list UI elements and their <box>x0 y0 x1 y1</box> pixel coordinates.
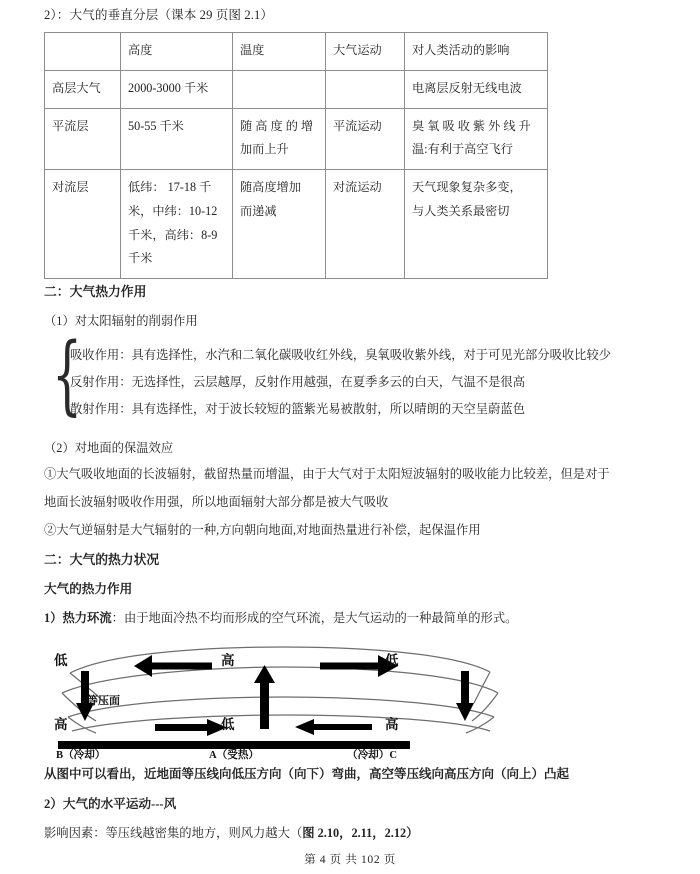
table-header-row <box>45 33 548 71</box>
isobar-surfaces <box>62 647 498 733</box>
layer-name: 对流层 <box>45 170 121 279</box>
item-2-detail <box>44 827 418 839</box>
paragraph-1-line-1: ①大气吸收地面的长波辐射，截留热量而增温，由于大气对于太阳短波辐射的吸收能力比较差，但是对于 <box>44 467 610 481</box>
item-thermal-circulation <box>44 612 517 624</box>
thermal-circulation-diagram <box>52 645 502 761</box>
ground-label-right: （冷却）C <box>347 750 398 761</box>
diagram-label-top-center: 高 <box>221 653 235 668</box>
item-thermal-circulation-text: ：由于地面冷热不均而形成的空气环流，是大气运动的一种最简单的形式。 <box>111 611 518 625</box>
layer-motion: 平流运动 <box>326 108 405 170</box>
subheading-ground-insulation: （2）对地面的保温效应 <box>44 441 174 455</box>
paragraph-1-line-2: 地面长波辐射吸收作用强，所以地面辐射大部分都是被大气吸收 <box>44 495 389 509</box>
brace-group <box>52 325 612 425</box>
ground-label-left: B（冷却） <box>56 750 106 761</box>
layer-impact: 电离层反射无线电波 <box>405 70 548 108</box>
text-line: 加而上升 <box>240 142 289 157</box>
heading-thermal-state: 二：大气的热力状况 <box>44 553 160 567</box>
layer-impact <box>405 108 548 170</box>
layer-motion: 对流运动 <box>326 170 405 279</box>
text-line: 臭 氧 吸 收 紫 外 线 升 <box>412 118 531 133</box>
arrow-bottom-right <box>295 719 372 735</box>
layer-impact <box>405 170 548 279</box>
text-line: 米，中纬：10-12 <box>128 203 218 218</box>
table-row <box>45 108 548 170</box>
layer-height: 50-55 千米 <box>121 108 233 170</box>
brace-item-scattering: 散射作用：具有选择性，对于波长较短的篮紫光易被散射，所以晴朗的天空呈蔚蓝色 <box>70 402 525 416</box>
subheading-thermal-function: 大气的热力作用 <box>44 582 133 596</box>
text-line: 随高度增加 <box>240 180 301 195</box>
item-thermal-circulation-label: 1）热力环流 <box>44 611 112 625</box>
diagram-isobar-label: 等压面 <box>87 695 120 707</box>
layer-temperature <box>233 170 326 279</box>
table-row <box>45 70 548 108</box>
page-footer: 第 4 页 共 102 页 <box>304 853 396 866</box>
text-line: 千米 <box>128 251 153 266</box>
layer-temperature <box>233 70 326 108</box>
diagram-label-bottom-center: 低 <box>221 717 235 732</box>
text-line: 千米，高纬：8-9 <box>128 227 218 242</box>
arrow-top-left <box>134 655 212 677</box>
text-line: 天气现象复杂多变， <box>412 180 522 195</box>
item-horizontal-motion: 2）大气的水平运动---风 <box>44 797 177 811</box>
diagram-label-top-right: 低 <box>385 653 399 668</box>
layer-height: 2000-3000 千米 <box>121 70 233 108</box>
table-header-blank <box>45 33 121 71</box>
layer-motion <box>326 70 405 108</box>
heading-thermal-effect: 二：大气热力作用 <box>44 285 147 299</box>
layer-temperature <box>233 108 326 170</box>
paragraph-2: ②大气逆辐射是大气辐射的一种,方向朝向地面,对地面热量进行补偿，起保温作用 <box>44 523 481 537</box>
text-line: 低纬： 17-18 千 <box>128 180 212 195</box>
diagram-conclusion: 从图中可以看出，近地面等压线向低压方向（向下）弯曲，高空等压线向高压方向（向上）凸起 <box>44 767 570 781</box>
diagram-label-bottom-left: 高 <box>54 717 68 732</box>
text-line: 温:有利于高空飞行 <box>412 142 513 157</box>
subheading-solar-attenuation: （1）对太阳辐射的削弱作用 <box>44 314 198 328</box>
curly-brace-icon: { <box>52 325 83 425</box>
diagram-label-bottom-right: 高 <box>385 717 399 732</box>
text-line: 随 高 度 的 增 <box>240 118 314 133</box>
text-line: 而递减 <box>240 203 277 218</box>
arrow-right-down <box>456 671 474 721</box>
layer-name: 平流层 <box>45 108 121 170</box>
table-row <box>45 170 548 279</box>
layer-height <box>121 170 233 279</box>
item-2-detail-plain: 影响因素：等压线越密集的地方，则风力越大（ <box>44 826 303 840</box>
diagram-label-top-left: 低 <box>54 653 68 668</box>
arrow-bottom-left <box>155 719 227 736</box>
item-2-detail-figure-refs: 2.10，2.11，2.12） <box>314 826 419 840</box>
brace-item-reflection: 反射作用：无选择性，云层越厚，反射作用越强，在夏季多云的白天，气温不是很高 <box>70 375 525 389</box>
page-title: 2）：大气的垂直分层（课本 29 页图 2.1） <box>44 8 274 22</box>
atmosphere-layers-table <box>44 32 548 279</box>
table-header-temperature: 温度 <box>233 33 326 71</box>
table-header-motion: 大气运动 <box>326 33 405 71</box>
layer-name: 高层大气 <box>45 70 121 108</box>
item-2-detail-figure-label: 图 <box>302 826 315 840</box>
table-header-height: 高度 <box>121 33 233 71</box>
brace-item-absorption: 吸收作用：具有选择性，水汽和二氧化碳吸收红外线，臭氧吸收紫外线，对于可见光部分吸收比较少 <box>70 348 612 362</box>
ground-label-center: A（受热） <box>209 750 260 761</box>
table-header-impact: 对人类活动的影响 <box>405 33 548 71</box>
text-line: 与人类关系最密切 <box>412 203 510 218</box>
